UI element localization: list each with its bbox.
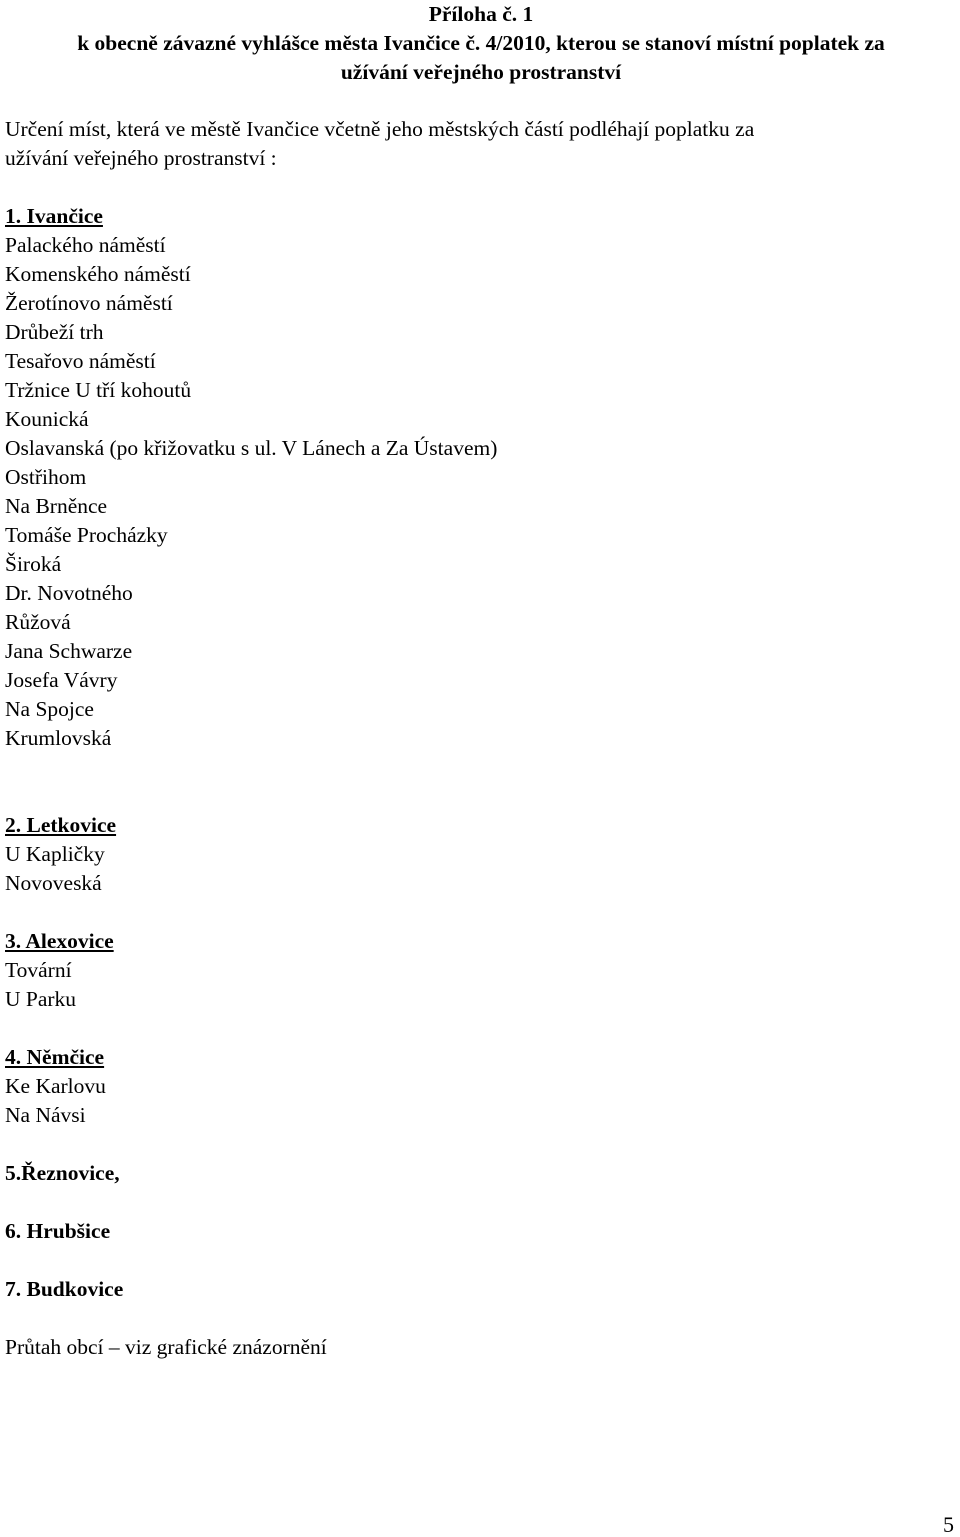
section-ivancice [5, 202, 957, 753]
list-item: Široká [5, 552, 62, 576]
attachment-title: Příloha č. 1 [428, 2, 534, 26]
document-page [5, 0, 957, 1362]
list-item: Oslavanská (po křižovatku s ul. V Lánech a Za Ústavem) [5, 436, 498, 460]
section-nemcice [5, 1043, 957, 1130]
footer-note-text: Průtah obcí – viz grafické znázornění [5, 1335, 327, 1359]
section-title: 3. Alexovice [5, 929, 114, 953]
list-item: Ostřihom [5, 465, 87, 489]
list-item: U Kapličky [5, 842, 105, 866]
section-title: 7. Budkovice [5, 1277, 124, 1301]
list-item: Komenského náměstí [5, 262, 191, 286]
list-item: Tovární [5, 958, 72, 982]
list-item: U Parku [5, 987, 77, 1011]
intro-paragraph [5, 115, 957, 173]
list-item: Drůbeží trh [5, 320, 104, 344]
list-item: Růžová [5, 610, 71, 634]
list-item: Kounická [5, 407, 89, 431]
section-letkovice [5, 811, 957, 898]
list-item: Dr. Novotného [5, 581, 133, 605]
list-item: Palackého náměstí [5, 233, 166, 257]
section-reznovice [5, 1159, 957, 1188]
list-item: Na Spojce [5, 697, 94, 721]
regulation-title-continued: užívání veřejného prostranství [340, 60, 622, 84]
list-item: Tomáše Procházky [5, 523, 168, 547]
intro-line-2: užívání veřejného prostranství : [5, 146, 277, 170]
list-item: Žerotínovo náměstí [5, 291, 173, 315]
list-item: Novoveská [5, 871, 102, 895]
list-item: Tržnice U tří kohoutů [5, 378, 192, 402]
section-title: 1. Ivančice [5, 204, 103, 228]
list-item: Ke Karlovu [5, 1074, 106, 1098]
section-title: 5.Řeznovice, [5, 1161, 120, 1185]
section-alexovice [5, 927, 957, 1014]
list-item: Na Návsi [5, 1103, 86, 1127]
footer-note [5, 1333, 957, 1362]
document-header [5, 0, 957, 87]
section-title: 6. Hrubšice [5, 1219, 111, 1243]
page-number: 5 [943, 1512, 954, 1537]
section-title: 2. Letkovice [5, 813, 117, 837]
intro-line-1: Určení míst, která ve městě Ivančice včetně jeho městských částí podléhají poplatku za [5, 117, 755, 141]
list-item: Na Brněnce [5, 494, 108, 518]
section-title: 4. Němčice [5, 1045, 105, 1069]
list-item: Jana Schwarze [5, 639, 133, 663]
regulation-title: k obecně závazné vyhlášce města Ivančice č. 4/2010, kterou se stanoví místní poplatek za [77, 31, 885, 55]
list-item: Josefa Vávry [5, 668, 118, 692]
section-budkovice [5, 1275, 957, 1304]
list-item: Tesařovo náměstí [5, 349, 156, 373]
list-item: Krumlovská [5, 726, 112, 750]
section-hrubsice [5, 1217, 957, 1246]
